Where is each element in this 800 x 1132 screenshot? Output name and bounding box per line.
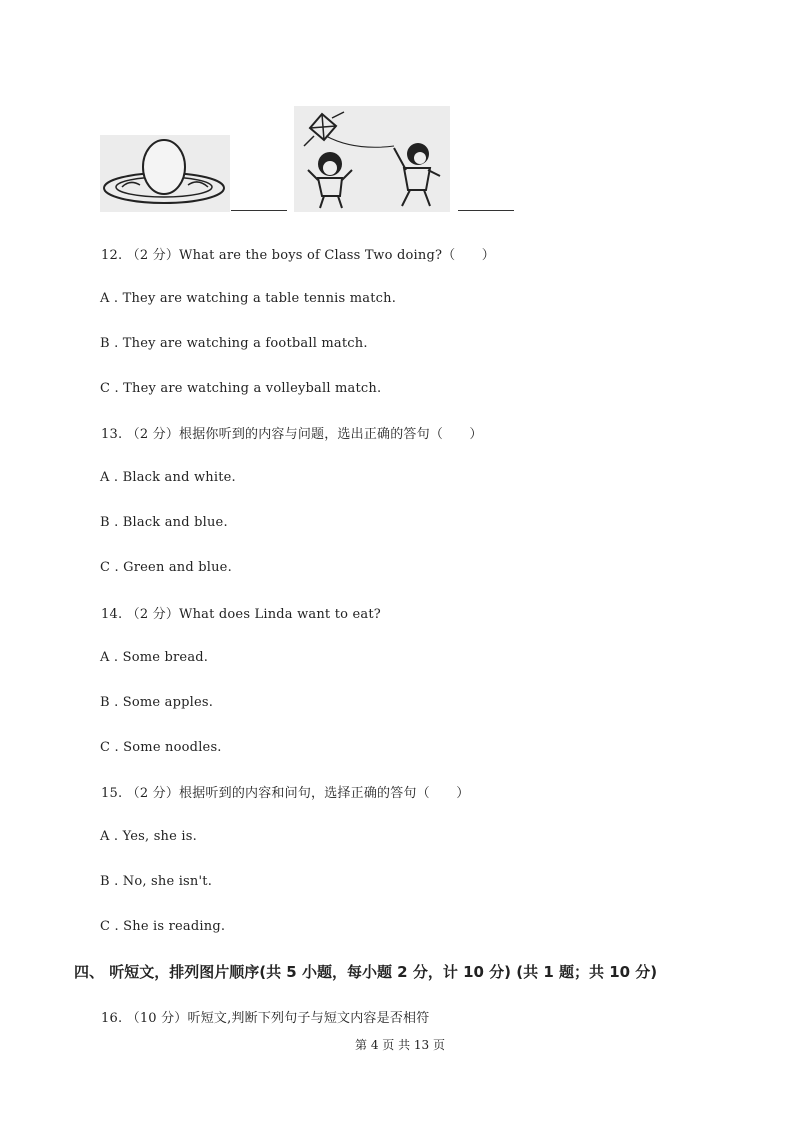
option-b[interactable] [100,515,228,530]
option-text: Black and blue. [122,515,228,530]
option-a[interactable] [100,470,236,485]
option-text: Some apples. [122,695,214,710]
question-number: 13. [101,427,123,442]
question-number: 15. [101,786,123,801]
option-letter: A . [100,650,119,665]
boys-flying-kite-image [294,106,450,212]
question-number: 14. [101,607,123,622]
question-points: （2 分） [126,248,180,263]
question-13 [101,423,483,442]
question-15 [101,782,469,801]
option-b[interactable] [100,874,212,889]
question-number: 16. [101,1011,123,1026]
option-letter: A . [100,470,119,485]
option-letter: C . [100,381,119,396]
option-b[interactable] [100,336,368,351]
option-text: She is reading. [123,919,226,934]
option-a[interactable] [100,829,197,844]
question-14 [101,603,381,622]
option-text: They are watching a volleyball match. [123,381,382,396]
option-letter: A . [100,829,119,844]
question-points: （10 分） [126,1011,188,1026]
option-text: Yes, she is. [122,829,197,844]
option-text: They are watching a football match. [122,336,368,351]
question-text: What does Linda want to eat? [179,607,381,622]
egg-on-plate-image [100,135,230,212]
question-text: What are the boys of Class Two doing?（ ） [179,248,495,263]
question-16 [101,1007,429,1026]
option-letter: B . [100,336,119,351]
option-text: Some noodles. [123,740,222,755]
option-letter: C . [100,560,119,575]
question-points: （2 分） [126,786,180,801]
option-c[interactable] [100,560,232,575]
option-text: Black and white. [122,470,236,485]
question-points: （2 分） [126,607,180,622]
option-a[interactable] [100,291,396,306]
option-letter: A . [100,291,119,306]
option-text: No, she isn't. [122,874,213,889]
question-text: 根据你听到的内容与问题，选出正确的答句（ ） [179,427,483,442]
option-text: They are watching a table tennis match. [122,291,397,306]
option-a[interactable] [100,650,208,665]
answer-blank[interactable] [458,210,514,211]
question-number: 12. [101,248,123,263]
option-letter: B . [100,515,119,530]
option-letter: C . [100,740,119,755]
option-c[interactable] [100,740,222,755]
option-text: Some bread. [122,650,209,665]
option-text: Green and blue. [123,560,232,575]
page-footer: 第 4 页 共 13 页 [355,1038,445,1052]
section-heading: 四、 听短文，排列图片顺序(共 5 小题，每小题 2 分，计 10 分) (共 1 题；共 10 分) [74,963,658,981]
option-b[interactable] [100,695,213,710]
question-points: （2 分） [126,427,180,442]
option-c[interactable] [100,381,381,396]
question-text: 听短文,判断下列句子与短文内容是否相符 [187,1011,430,1026]
option-letter: B . [100,695,119,710]
option-letter: B . [100,874,119,889]
option-c[interactable] [100,919,225,934]
answer-blank[interactable] [231,210,287,211]
option-letter: C . [100,919,119,934]
question-12 [101,244,495,263]
question-text: 根据听到的内容和问句，选择正确的答句（ ） [179,786,470,801]
